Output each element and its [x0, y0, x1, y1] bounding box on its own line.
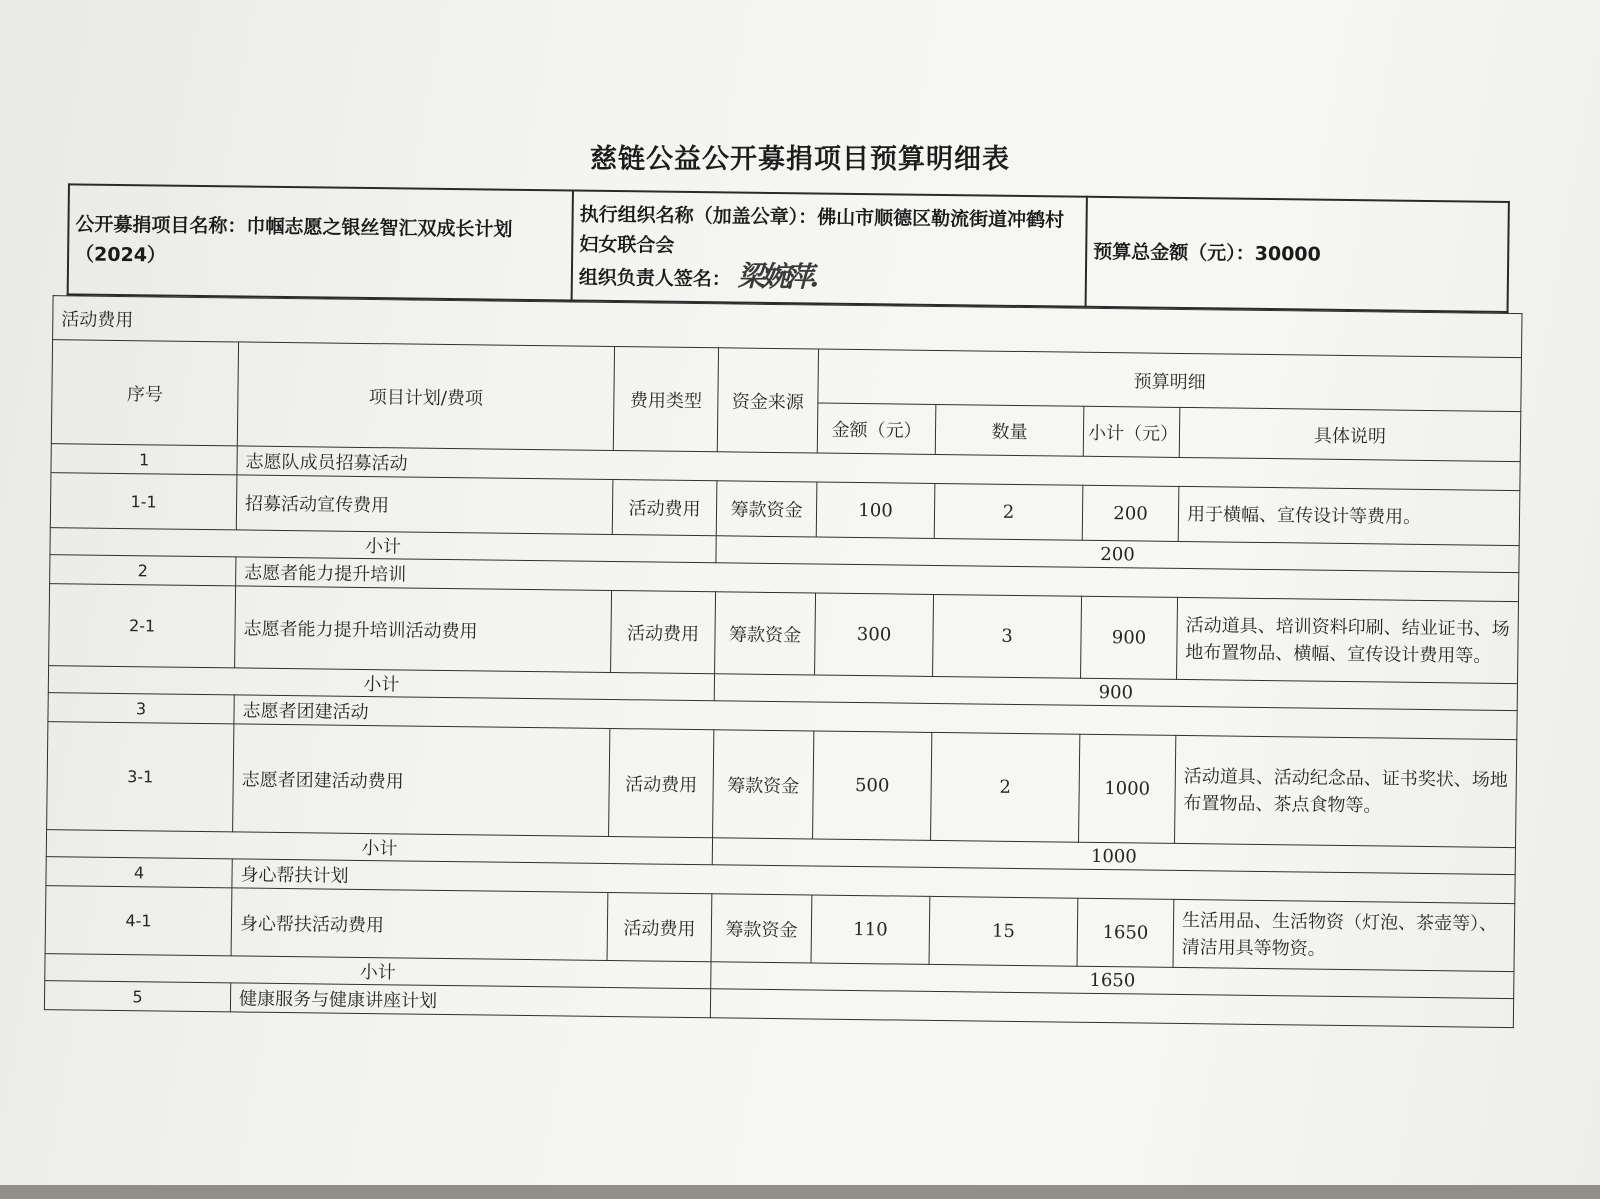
item-type: 活动费用 [607, 892, 712, 961]
group-name: 志愿者团建活动 [234, 695, 1517, 740]
subtotal-label: 小计 [45, 954, 711, 989]
item-type: 活动费用 [611, 591, 716, 674]
item-seq: 4-1 [45, 886, 232, 956]
col-amount-header: 金额（元） [817, 403, 936, 454]
item-seq: 3-1 [47, 722, 234, 832]
item-source: 筹款资金 [713, 730, 814, 839]
item-subtotal: 1650 [1077, 898, 1174, 967]
item-amount: 100 [816, 482, 935, 538]
item-amount: 110 [811, 895, 930, 964]
item-amount: 500 [813, 731, 932, 840]
group-seq: 5 [44, 981, 230, 1012]
item-qty: 2 [931, 732, 1080, 842]
total-budget: 预算总金额（元）：30000 [1093, 240, 1321, 266]
item-source: 筹款资金 [715, 592, 816, 675]
item-name: 志愿者团建活动费用 [233, 724, 610, 837]
item-subtotal: 200 [1082, 485, 1179, 541]
item-desc: 用于横幅、宣传设计等费用。 [1178, 486, 1520, 545]
org-name: 执行组织名称（加盖公章）：佛山市顺德区勒流街道冲鹤村妇女联合会 [579, 203, 1065, 257]
item-source: 筹款资金 [711, 894, 812, 963]
signer-label: 组织负责人签名： [578, 266, 732, 290]
project-name: 公开募捐项目名称：巾帼志愿之银丝智汇双成长计划（2024） [74, 213, 513, 267]
group-seq: 2 [50, 555, 236, 586]
item-type: 活动费用 [612, 480, 717, 536]
item-qty: 15 [929, 896, 1078, 966]
item-seq: 1-1 [50, 473, 237, 530]
col-item-header: 项目计划/费项 [237, 342, 614, 451]
project-name-cell [68, 184, 573, 300]
group-name: 志愿队成员招募活动 [237, 446, 1520, 491]
subtotal-value: 1000 [712, 838, 1515, 875]
budget-table [44, 295, 1523, 1028]
item-subtotal: 900 [1081, 596, 1178, 679]
group-name: 身心帮扶计划 [232, 859, 1515, 904]
item-desc: 活动道具、培训资料印刷、结业证书、场地布置物品、横幅、宣传设计费用等。 [1177, 597, 1519, 683]
budget-detail-header: 预算明细 [818, 349, 1522, 412]
subtotal-label: 小计 [46, 830, 712, 865]
signature: 梁婉萍. [737, 259, 816, 293]
group-seq: 4 [46, 857, 232, 888]
signer-line [579, 259, 1079, 298]
section-label: 活动费用 [53, 296, 1522, 358]
group-name: 健康服务与健康讲座计划 [230, 983, 710, 1018]
group-seq: 3 [48, 693, 234, 724]
col-qty-header: 数量 [935, 404, 1084, 456]
page-title: 慈链公益公开募捐项目预算明细表 [590, 144, 1010, 175]
subtotal-value: 1650 [711, 962, 1514, 999]
col-subtotal-header: 小计（元） [1083, 406, 1180, 457]
col-source-header: 资金来源 [717, 348, 818, 453]
budget-sheet [30, 183, 1540, 1028]
col-seq-header: 序号 [51, 340, 238, 446]
item-qty: 2 [934, 483, 1083, 540]
col-desc-header: 具体说明 [1179, 407, 1521, 461]
subtotal-label: 小计 [48, 666, 714, 701]
item-name: 身心帮扶活动费用 [231, 888, 608, 961]
item-desc: 生活用品、生活物资（灯泡、茶壶等）、清洁用具等物资。 [1173, 899, 1515, 971]
item-type: 活动费用 [609, 729, 714, 838]
subtotal-value: 900 [714, 674, 1517, 711]
item-seq: 2-1 [49, 584, 236, 668]
header-table [67, 183, 1510, 313]
org-cell [572, 191, 1087, 307]
subtotal-value: 200 [716, 536, 1519, 573]
item-name: 招募活动宣传费用 [236, 475, 613, 535]
item-name: 志愿者能力提升培训活动费用 [235, 586, 612, 673]
item-source: 筹款资金 [716, 481, 817, 537]
item-qty: 3 [933, 594, 1082, 678]
item-amount: 300 [815, 593, 934, 676]
group-seq: 1 [51, 444, 237, 475]
subtotal-label: 小计 [50, 528, 716, 563]
group-name: 志愿者能力提升培训 [236, 557, 1519, 602]
col-type-header: 费用类型 [613, 347, 718, 452]
total-cell [1086, 197, 1509, 312]
item-subtotal: 1000 [1079, 734, 1176, 843]
item-desc: 活动道具、活动纪念品、证书奖状、场地布置物品、茶点食物等。 [1175, 735, 1517, 847]
